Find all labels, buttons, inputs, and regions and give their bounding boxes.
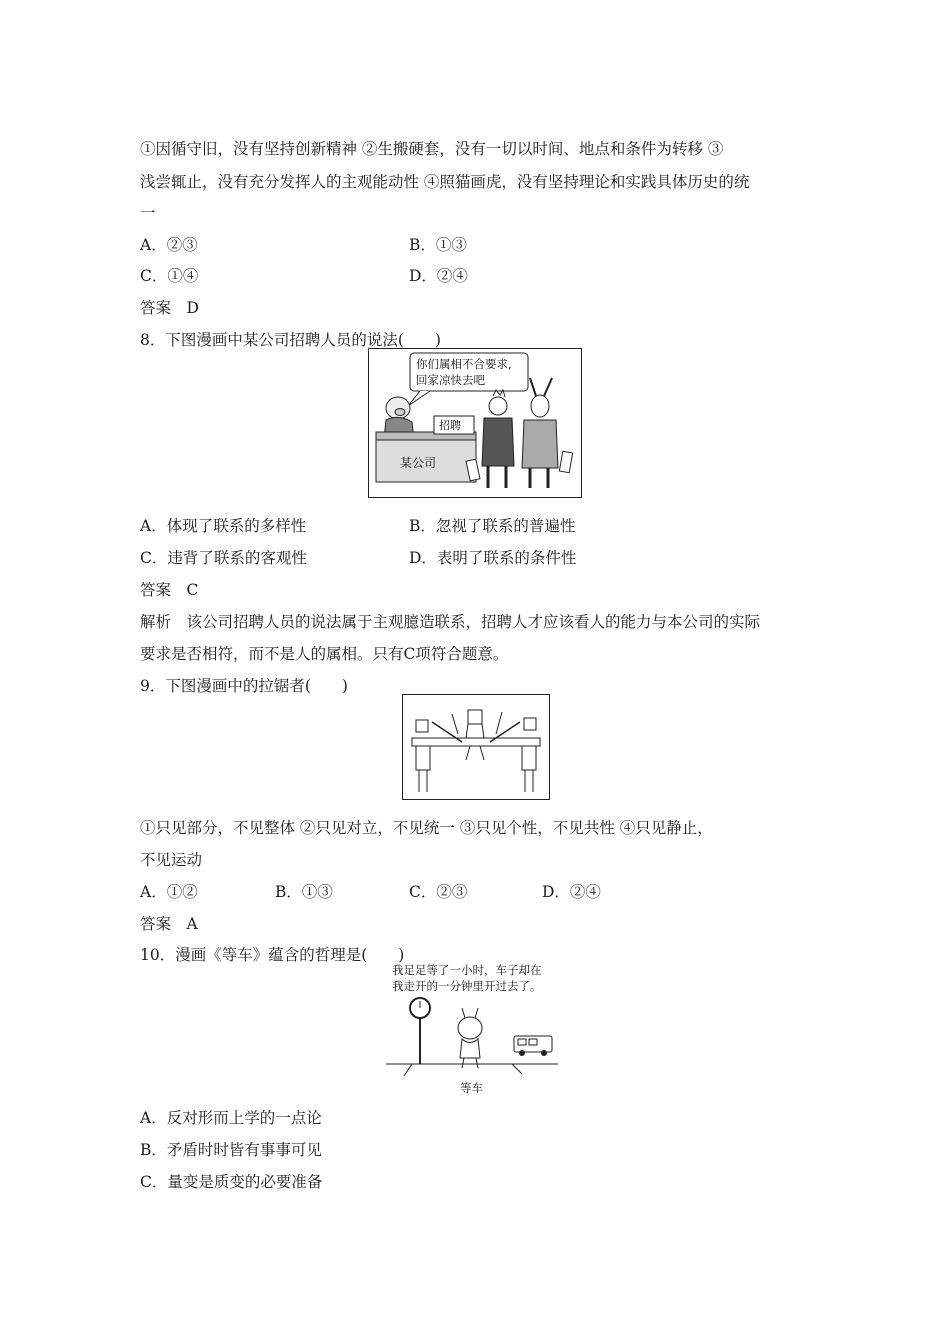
q8-cartoon [368,348,582,498]
q10-option-a: A．反对形而上学的一点论 [140,1109,322,1127]
q8-sign-label: 招聘 [439,419,461,432]
q8-answer: 答案 C [140,581,199,599]
q9-stem: 9．下图漫画中的拉锯者( ) [140,677,348,695]
q7-option-a: A．②③ [140,236,198,254]
q7-statements-line-1: ①因循守旧，没有坚持创新精神 ②生搬硬套，没有一切以时间、地点和条件为转移 ③ [140,140,724,158]
q8-analysis-line-1: 解析 该公司招聘人员的说法属于主观臆造联系，招聘人才应该看人的能力与本公司的实际 [140,613,761,631]
q8-option-d: D．表明了联系的条件性 [409,549,577,567]
q7-option-b: B．①③ [409,236,467,254]
q10-caption-line-2: 我走开的一分钟里开过去了。 [392,979,542,993]
q10-cartoon-title: 等车 [460,1081,483,1095]
q9-option-d: D．②④ [542,883,601,901]
q7-option-c: C．①④ [140,267,199,285]
q9-answer: 答案 A [140,915,198,933]
q8-option-c: C．违背了联系的客观性 [140,549,307,567]
q9-option-a: A．①② [140,883,198,901]
q7-statements-line-2: 浅尝辄止，没有充分发挥人的主观能动性 ④照猫画虎，没有坚持理论和实践具体历史的统 [140,173,750,191]
q8-option-a: A．体现了联系的多样性 [140,517,307,535]
q7-statements-line-3: 一 [140,204,156,222]
q7-option-d: D．②④ [409,267,468,285]
q7-answer: 答案 D [140,299,199,317]
q9-statements-line-2: 不见运动 [140,851,203,869]
q9-option-c: C．②③ [409,883,468,901]
q8-analysis-line-2: 要求是否相符，而不是人的属相。只有C项符合题意。 [140,645,509,663]
q10-stem: 10．漫画《等车》蕴含的哲理是( ) [140,946,405,964]
q8-bubble-line-2: 回家凉快去吧 [416,373,485,387]
q10-cartoon [382,960,562,1098]
q8-desk-label: 某公司 [400,456,437,470]
q8-option-b: B．忽视了联系的普遍性 [409,517,576,535]
q10-option-b: B．矛盾时时皆有事事可见 [140,1141,322,1159]
q8-stem: 8．下图漫画中某公司招聘人员的说法( ) [140,331,441,349]
q9-statements-line-1: ①只见部分，不见整体 ②只见对立，不见统一 ③只见个性，不见共性 ④只见静止， [140,819,713,837]
q10-option-c: C．量变是质变的必要准备 [140,1173,323,1191]
q9-option-b: B．①③ [275,883,333,901]
q8-bubble-line-1: 你们属相不合要求, [416,357,512,371]
q9-cartoon [402,694,550,800]
q10-caption-line-1: 我足足等了一小时，车子却在 [392,963,542,977]
